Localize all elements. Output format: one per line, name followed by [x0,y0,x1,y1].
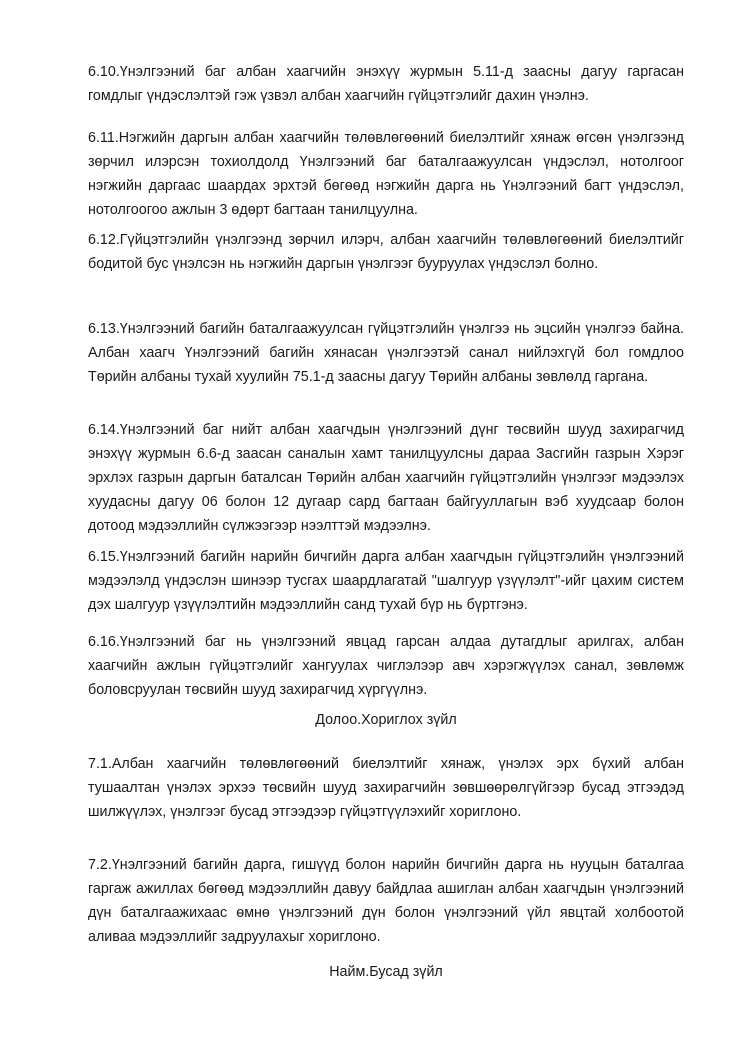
paragraph-6-15: 6.15.Үнэлгээний багийн нарийн бичгийн дарга албан хаагчдын гүйцэтгэлийн үнэлгээний мэдээлэлд үндэслэн шинээр тусгах шаардлагатай "шалгуур үзүүлэлт"-ийг цахим систем дэх шалгуур үзүүлэлтийн мэдээллийн санд тухай бүр нь бүртгэнэ. [88,549,684,613]
paragraph-6-16: 6.16.Үнэлгээний баг нь үнэлгээний явцад гарсан алдаа дутагдлыг арилгах, албан хаагчийн ажлын гүйцэтгэлийг хангуулах чиглэлээр авч хэрэгжүүлэх санал, зөвлөмж боловсруулан төсвийн шууд захирагчид хүргүүлнэ. [88,634,684,698]
section-heading-8: Найм.Бусад зүйл [329,964,443,980]
paragraph-7-2: 7.2.Үнэлгээний багийн дарга, гишүүд болон нарийн бичгийн дарга нь нууцын баталгаа гаргаж ажиллах бөгөөд мэдээллийн давуу байдлаа ашиглан албан хаагчдын үнэлгээний дүн баталгаажихаас өмнө үнэлгээний дүн болон үнэлгээний үйл явцтай холбоотой аливаа мэдээллийг задруулахыг хориглоно. [88,857,684,945]
paragraph-6-14: 6.14.Үнэлгээний баг нийт албан хаагчдын үнэлгээний дүнг төсвийн шууд захирагчид энэхүү журмын 6.6-д заасан саналын хамт танилцуулсны дараа Засгийн газрын Хэрэг эрхлэх газрын даргын баталсан Төрийн албан хаагчийн гүйцэтгэлийн үнэлгээг мэдээлэх хуудасны дагуу 06 болон 12 дугаар сард багтаан байгууллагын вэб хуудсаар болон дотоод мэдээллийн сүлжээгээр нээлттэй мэдээлнэ. [88,422,684,534]
paragraph-6-12: 6.12.Гүйцэтгэлийн үнэлгээнд зөрчил илэрч, албан хаагчийн төлөвлөгөөний биелэлтийг бодитой бус үнэлсэн нь нэгжийн даргын үнэлгээг бууруулах үндэслэл болно. [88,232,684,272]
paragraph-6-10: 6.10.Үнэлгээний баг албан хаагчийн энэхүү журмын 5.11-д заасны дагуу гаргасан гомдлыг үндэслэлтэй гэж үзвэл албан хаагчийн гүйцэтгэлийг дахин үнэлнэ. [88,64,684,104]
paragraph-6-13: 6.13.Үнэлгээний багийн баталгаажуулсан гүйцэтгэлийн үнэлгээ нь эцсийн үнэлгээ байна. Албан хаагч Үнэлгээний багийн хянасан үнэлгээтэй санал нийлэхгүй бол гомдлоо Төрийн албаны тухай хуулийн 75.1-д заасны дагуу Төрийн албаны зөвлөлд гаргана. [88,321,684,385]
paragraph-6-11: 6.11.Нэгжийн даргын албан хаагчийн төлөвлөгөөний биелэлтийг хянаж өгсөн үнэлгээнд зөрчил илэрсэн тохиолдолд Үнэлгээний баг баталгаажуулсан үндэслэл, нотолгоог нэгжийн даргаас шаардах эрхтэй бөгөөд нэгжийн дарга нь Үнэлгээний багт үндэслэл, нотолгоогоо ажлын 3 өдөрт багтаан танилцуулна. [88,130,684,218]
section-heading-7: Долоо.Хориглох зүйл [315,712,457,728]
paragraph-7-1: 7.1.Албан хаагчийн төлөвлөгөөний биелэлтийг хянаж, үнэлэх эрх бүхий албан тушаалтан үнэлэх эрхээ төсвийн шууд захирагчийн зөвшөөрөлгүйгээр бусад этгээдэд шилжүүлэх, үнэлгээг бусад этгээдээр гүйцэтгүүлэхийг хориглоно. [88,756,684,820]
